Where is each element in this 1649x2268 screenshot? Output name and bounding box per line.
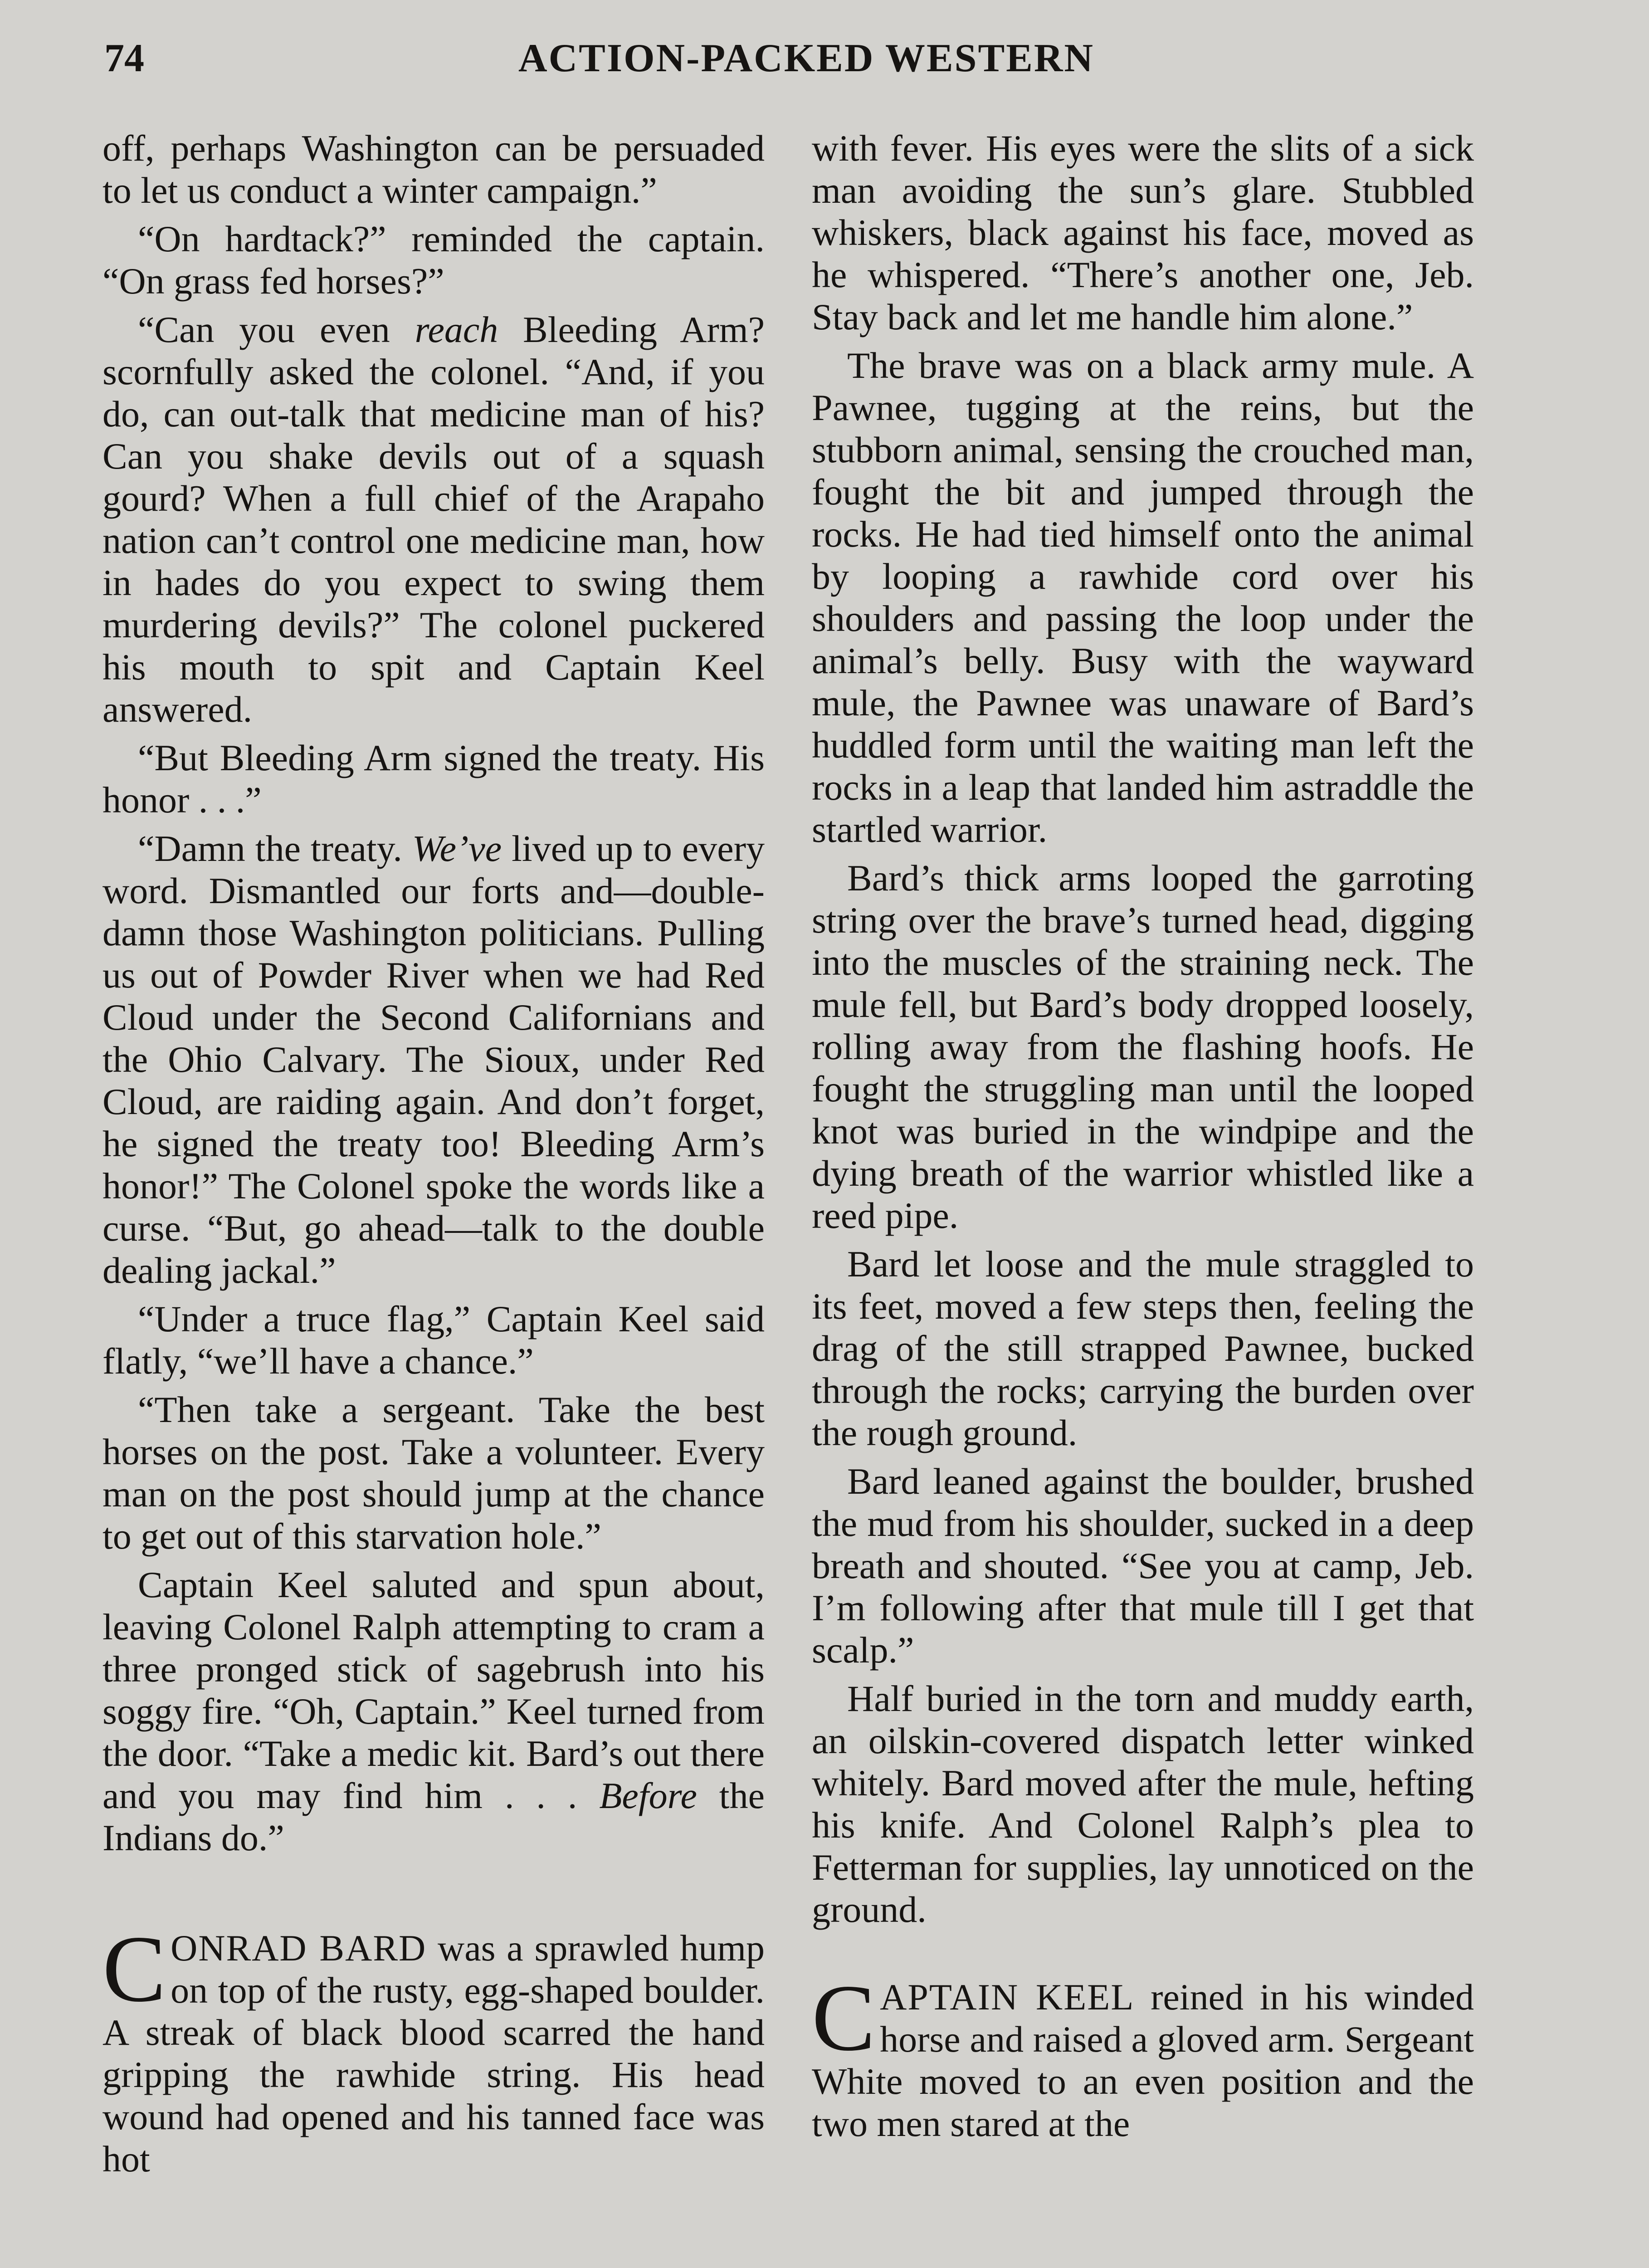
running-title: ACTION-PACKED WESTERN [518, 36, 1094, 80]
page-number: 74 [104, 36, 144, 80]
paragraph: with fever. His eyes were the slits of a sick man avoiding the sun’s glare. Stubbled whiskers, black against his face, moved as he whispered. “There’s another one, Jeb. Stay back and let me handle him alone.” [812, 127, 1474, 337]
paragraph: “Can you even reach Bleeding Arm? scornfully asked the colonel. “And, if you do, can out-talk that medicine man of his? Can you shake devils out of a squash gourd? When a full chief of the Arapaho nation can’t control one medicine man, how in hades do you expect to swing them murdering devils?” The colonel puckered his mouth to spit and Captain Keel answered. [102, 309, 765, 730]
paragraph: Bard’s thick arms looped the garroting string over the brave’s turned head, digging into the muscles of the straining neck. The mule fell, but Bard’s body dropped loosely, rolling away from the flashing hoofs. He fought the struggling man until the looped knot was buried in the windpipe and the dying breath of the warrior whistled like a reed pipe. [812, 857, 1474, 1236]
paragraph: “On hardtack?” reminded the captain. “On grass fed horses?” [102, 218, 765, 302]
page-header [104, 35, 1508, 90]
paragraph: Half buried in the torn and muddy earth, an oilskin-covered dispatch letter winked whitely. Bard moved after the mule, hefting his knife. And Colonel Ralph’s plea to Fetterman for supplies, lay unnoticed on the ground. [812, 1678, 1474, 1930]
paragraph: The brave was on a black army mule. A Pawnee, tugging at the reins, but the stubborn animal, sensing the crouched man, fought the bit and jumped through the rocks. He had tied himself onto the animal by looping a rawhide cord over his shoulders and passing the loop under the animal’s belly. Busy with the wayward mule, the Pawnee was unaware of Bard’s huddled form until the waiting man left the rocks in a leap that landed him astraddle the startled warrior. [812, 345, 1474, 850]
paragraph: Bard leaned against the boulder, brushed the mud from his shoulder, sucked in a deep breath and shouted. “See you at camp, Jeb. I’m following after that mule till I get that scalp.” [812, 1461, 1474, 1671]
paragraph: off, perhaps Washington can be persuaded to let us conduct a winter campaign.” [102, 127, 765, 211]
paragraph: “But Bleeding Arm signed the treaty. His honor . . .” [102, 737, 765, 821]
paragraph: Captain Keel saluted and spun about, leaving Colonel Ralph attempting to cram a three pronged stick of sagebrush into his soggy fire. “Oh, Captain.” Keel turned from the door. “Take a medic kit. Bard’s out there and you may find him . . . Before the Indians do.” [102, 1564, 765, 1858]
left-column [102, 127, 765, 2186]
section-opening-paragraph: CONRAD BARD was a sprawled hump on top of the rusty, egg-shaped boulder. A streak of black blood scarred the hand gripping the rawhide string. His head wound had opened and his tanned face was hot [102, 1916, 765, 2180]
section-opening-paragraph: CAPTAIN KEEL reined in his winded horse and raised a gloved arm. Sergeant White moved to an even position and the two men stared at the [812, 1965, 1474, 2144]
paragraph: “Then take a sergeant. Take the best horses on the post. Take a volunteer. Every man on the post should jump at the chance to get out of this starvation hole.” [102, 1389, 765, 1557]
paragraph: “Under a truce flag,” Captain Keel said flatly, “we’ll have a chance.” [102, 1298, 765, 1382]
right-column [812, 127, 1474, 2151]
paragraph: Bard let loose and the mule straggled to its feet, moved a few steps then, feeling the drag of the still strapped Pawnee, bucked through the rocks; carrying the burden over the rough ground. [812, 1243, 1474, 1453]
drop-cap: C [812, 1965, 876, 2071]
drop-cap: C [102, 1916, 166, 2022]
paragraph: “Damn the treaty. We’ve lived up to every word. Dismantled our forts and—double-damn those Washington politicians. Pulling us out of Powder River when we had Red Cloud under the Second Californians and the Ohio Calvary. The Sioux, under Red Cloud, are raiding again. And don’t forget, he signed the treaty too! Bleeding Arm’s honor!” The Colonel spoke the words like a curse. “But, go ahead—talk to the double dealing jackal.” [102, 828, 765, 1291]
